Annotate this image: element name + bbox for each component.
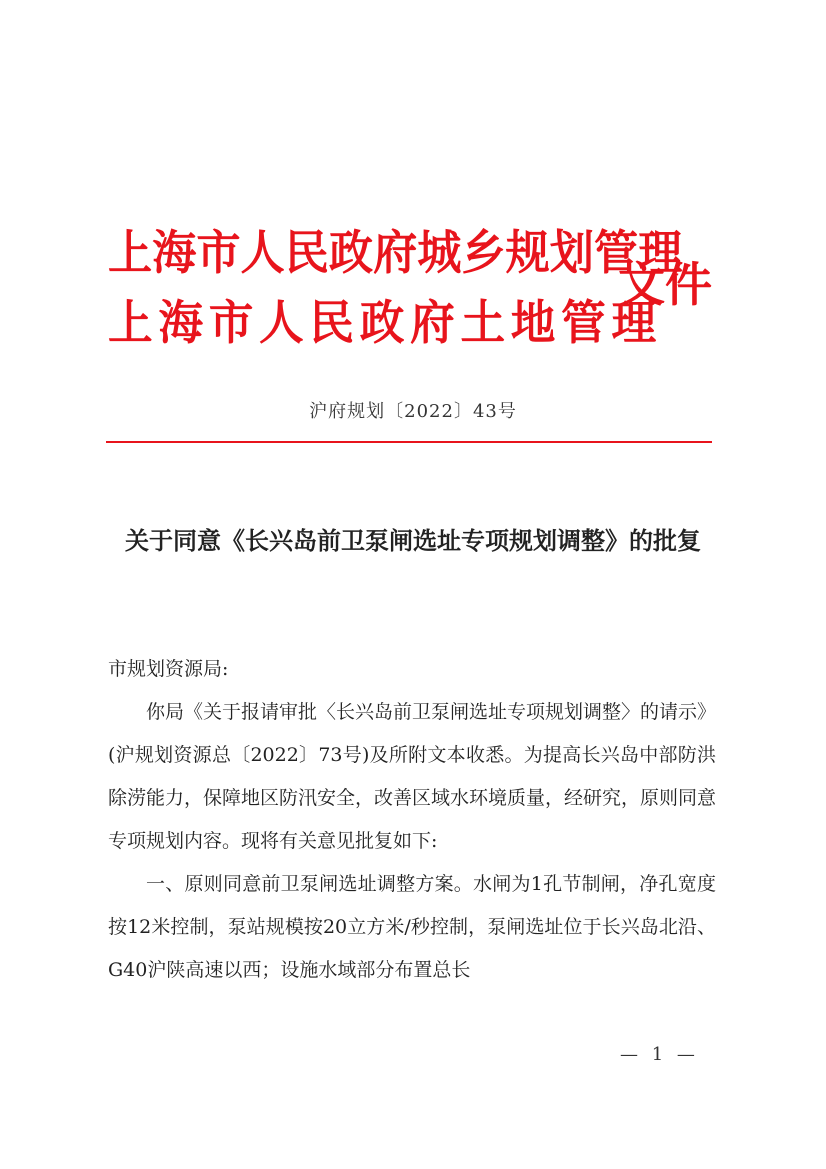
document-title: 关于同意《长兴岛前卫泵闸选址专项规划调整》的批复 bbox=[125, 526, 701, 555]
body-paragraph-1: 你局《关于报请审批〈长兴岛前卫泵闸选址专项规划调整〉的请示》(沪规划资源总〔2022〕73号)及所附文本收悉。为提高长兴岛中部防洪除涝能力，保障地区防汛安全，改善区域水环境质量，经研究，原则同意专项规划内容。现将有关意见批复如下: bbox=[108, 701, 717, 852]
red-separator-line bbox=[106, 441, 712, 443]
authority-line-1: 上海市人民政府城乡规划管理 bbox=[108, 226, 683, 281]
document-number: 沪府规划〔2022〕43号 bbox=[309, 401, 517, 422]
document-type-label: 文件 bbox=[618, 258, 712, 313]
authority-line-2: 上海市人民政府土地管理 bbox=[108, 296, 662, 351]
body-paragraph-2: 一、原则同意前卫泵闸选址调整方案。水闸为1孔节制闸，净孔宽度按12米控制，泵站规模按20立方米/秒控制，泵闸选址位于长兴岛北沿、G40沪陕高速以西；设施水域部分布置总长 bbox=[108, 873, 716, 981]
salutation: 市规划资源局: bbox=[108, 658, 229, 680]
page-number: — 1 — bbox=[620, 1044, 699, 1065]
document-body bbox=[108, 648, 716, 992]
